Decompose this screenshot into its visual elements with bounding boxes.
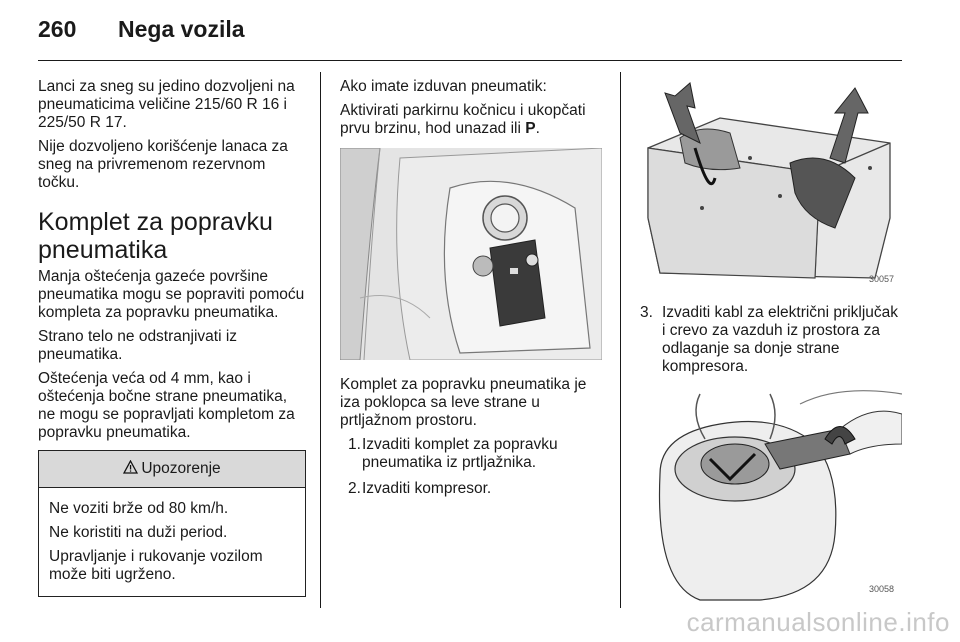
warning-body: [39, 488, 305, 596]
page-number: 260: [38, 16, 77, 42]
warning-triangle-icon: [123, 460, 138, 479]
warning-header: [39, 451, 305, 488]
paragraph: Oštećenja veća od 4 mm, kao i oštećenja bočne strane pneumatika, ne mogu se popravljati kompletom za popravku pneumatika.: [38, 370, 295, 441]
warning-line: Ne koristiti na duži period.: [49, 524, 228, 541]
column-right: [640, 78, 902, 602]
list-item: 1. Izvaditi komplet za popravku pneumatika iz prtljažnika.: [348, 436, 558, 471]
column-divider-1: [320, 72, 321, 608]
paragraph: Strano telo ne odstranjivati iz pneumatika.: [38, 328, 238, 363]
steps-list: [640, 304, 902, 376]
warning-line: Ne voziti brže od 80 km/h.: [49, 500, 229, 517]
paragraph: Komplet za popravku pneumatika je iza poklopca sa leve strane u prtljažnom prostoru.: [340, 376, 587, 429]
warning-line: Upravljanje i rukovanje vozilom može biti ugrženo.: [49, 548, 263, 583]
paragraph: Ako imate izduvan pneumatik:: [340, 78, 547, 95]
figure-number: 30057: [868, 274, 894, 284]
gear-p-label: P: [525, 120, 536, 137]
column-left: [38, 78, 306, 597]
paragraph: Nije dozvoljeno korišćenje lanaca za sneg na privremenom rezervnom točku.: [38, 138, 288, 191]
section-heading: Komplet za popravku pneumatika: [38, 208, 273, 264]
paragraph: Manja oštećenja gazeće površine pneumatika mogu se popraviti pomoću kompleta za popravku pneumatika.: [38, 268, 305, 321]
warning-title: Upozorenje: [141, 460, 221, 477]
figure-number: 30058: [868, 584, 894, 594]
list-item: 2. Izvaditi kompresor.: [348, 480, 492, 497]
paragraph: Lanci za sneg su jedino dozvoljeni na pneumaticima veličine 215/60 R 16 i 225/50 R 17.: [38, 78, 295, 131]
trunk-cover-illustration: [340, 148, 602, 360]
page-header: [38, 16, 245, 43]
header-rule: [38, 60, 902, 61]
steps-list: [340, 436, 602, 498]
list-item: 3. Izvaditi kabl za električni priključak i crevo za vazduh iz prostora za odlaganje sa donje strane kompresora.: [640, 304, 899, 375]
page-title: Nega vozila: [118, 16, 245, 42]
warning-box: [38, 450, 306, 597]
paragraph: Aktivirati parkirnu kočnicu i ukopčati prvu brzinu, hod unazad ili P.: [340, 102, 586, 137]
compressor-box-illustration: [640, 78, 902, 292]
compressor-cable-illustration: [640, 384, 902, 602]
column-middle: [340, 78, 602, 506]
column-divider-2: [620, 72, 621, 608]
watermark: carmanualsonline.info: [686, 607, 950, 637]
